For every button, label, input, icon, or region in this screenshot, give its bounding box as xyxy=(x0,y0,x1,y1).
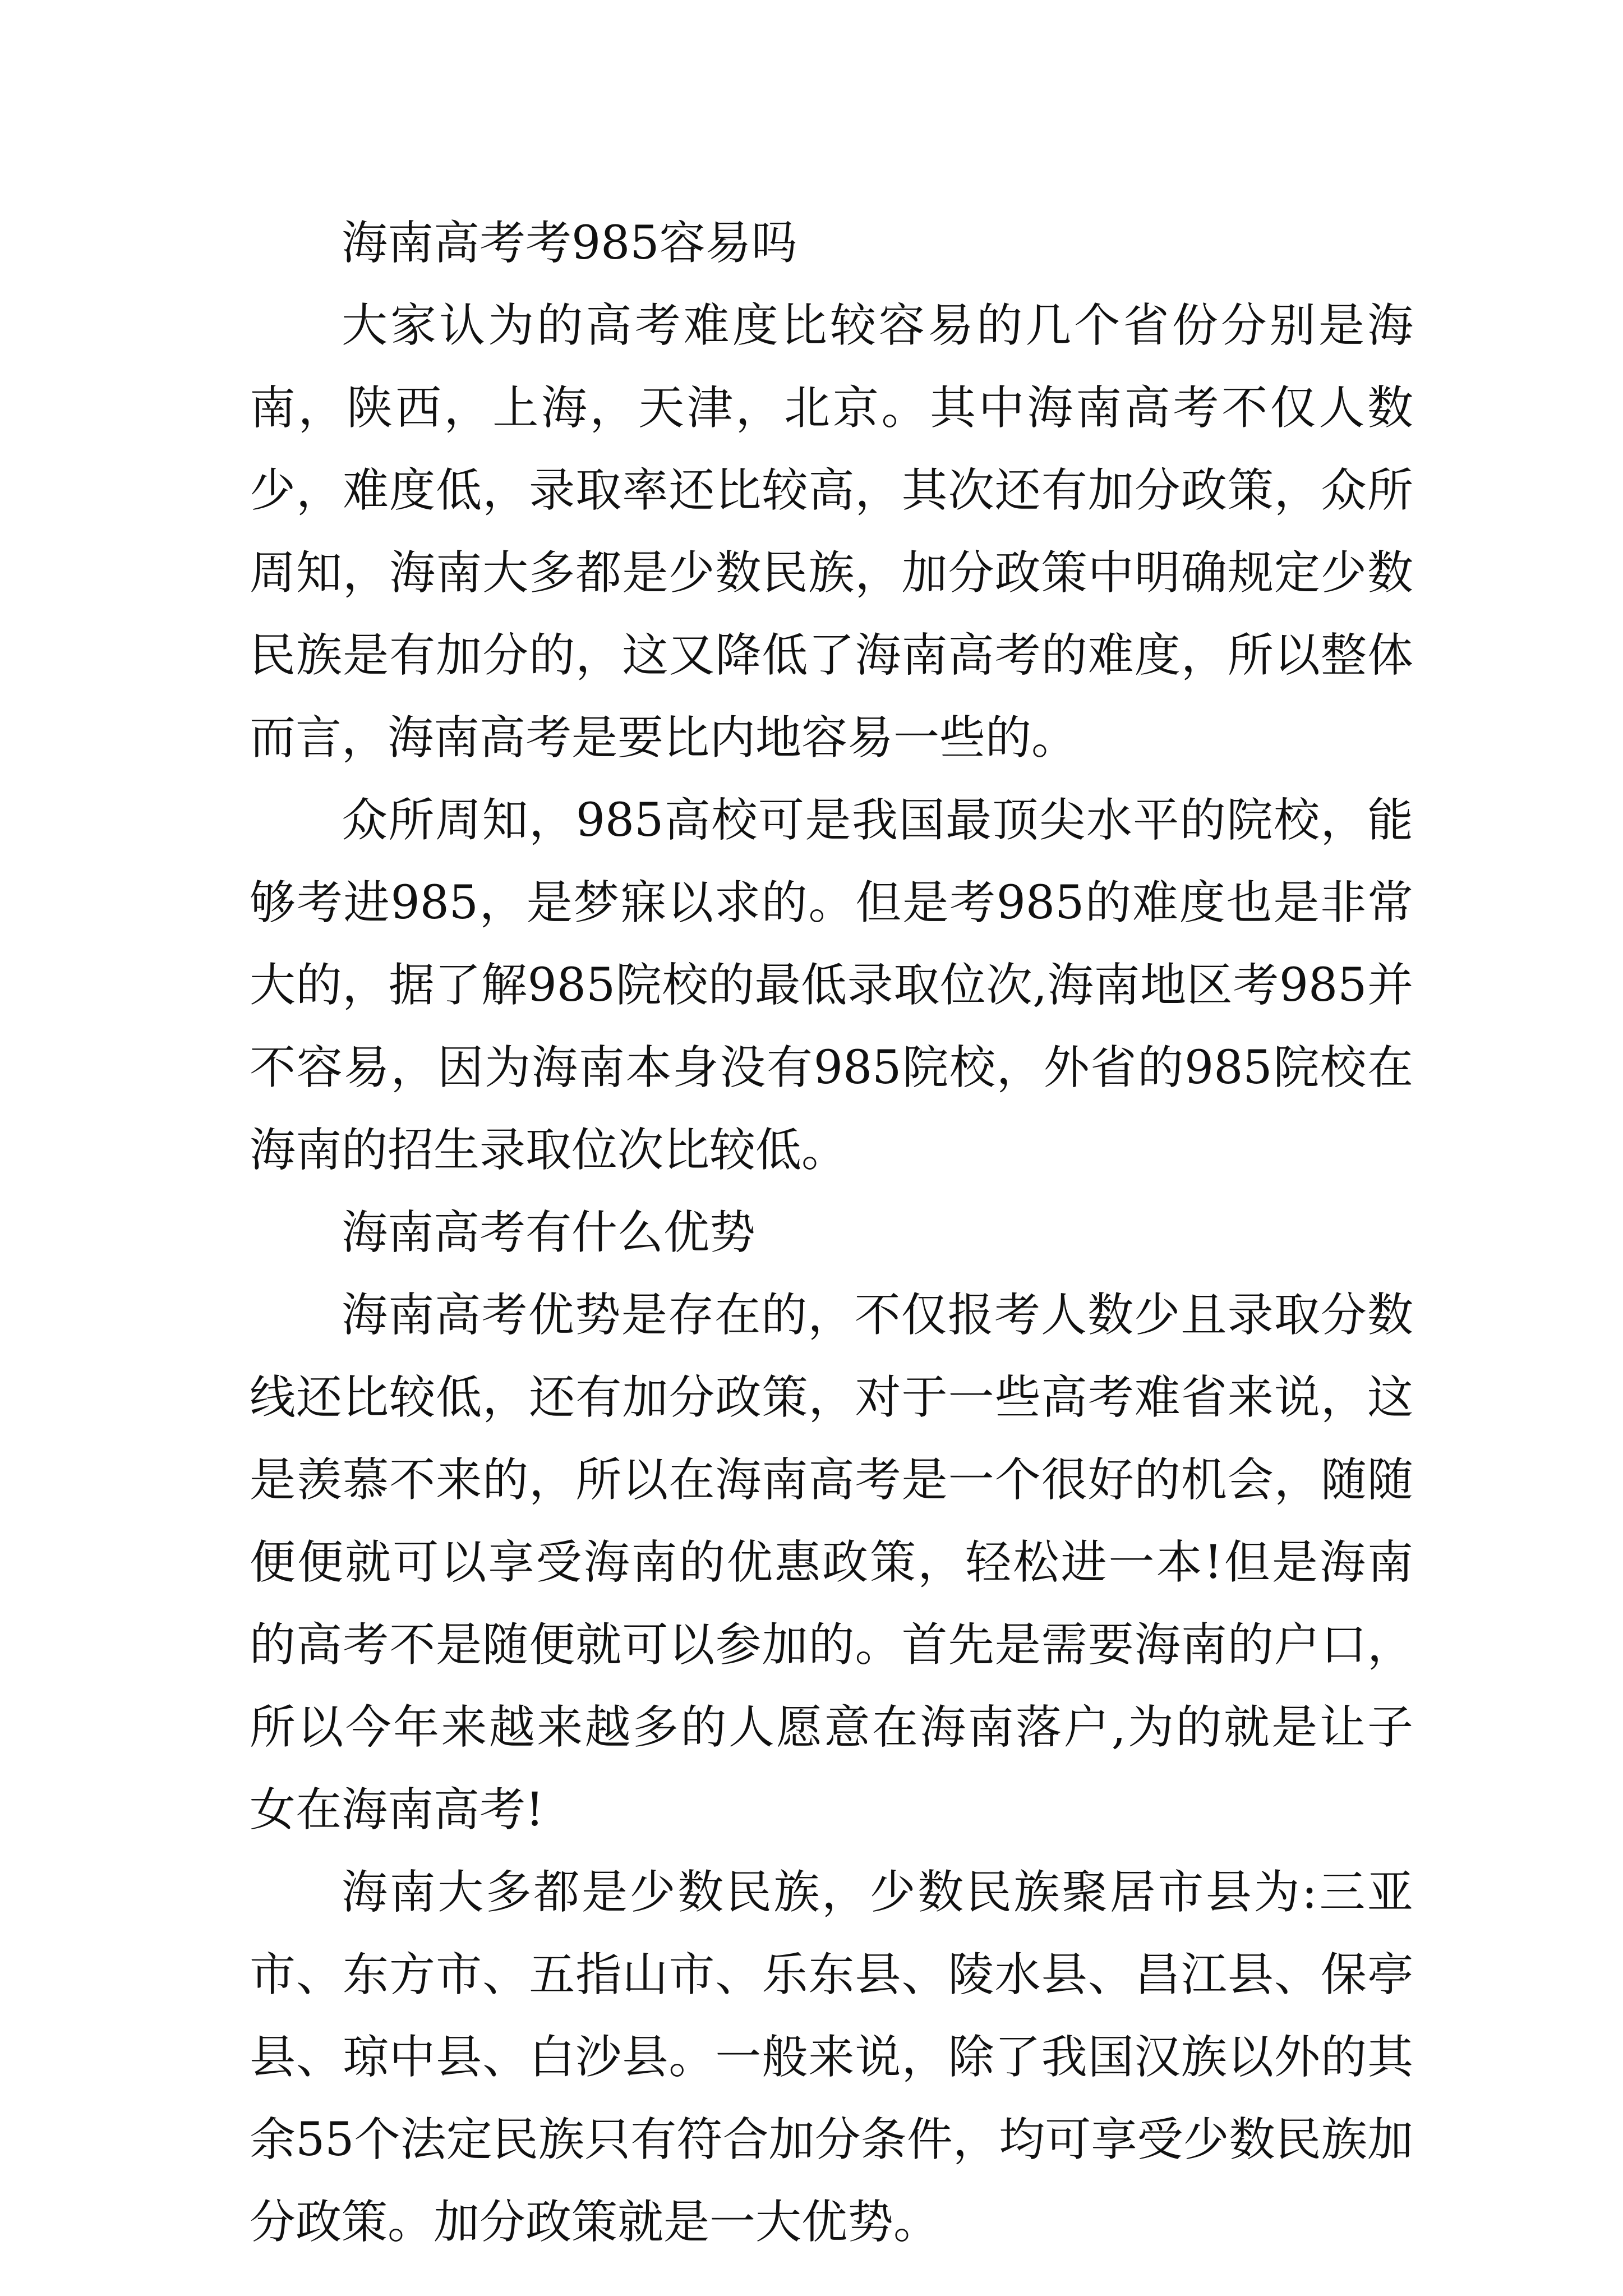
paragraph: 大家认为的高考难度比较容易的几个省份分别是海南，陕西，上海，天津，北京。其中海南高考不仅人数少，难度低，录取率还比较高，其次还有加分政策，众所周知，海南大多都是少数民族，加分政策中明确规定少数民族是有加分的，这又降低了海南高考的难度，所以整体而言，海南高考是要比内地容易一些的。 xyxy=(250,299,1413,765)
paragraph: 海南大多都是少数民族，少数民族聚居市县为:三亚市、东方市、五指山市、乐东县、陵水县、昌江县、保亭县、琼中县、白沙县。一般来说，除了我国汉族以外的其余55个法定民族只有符合加分条件，均可享受少数民族加分政策。加分政策就是一大优势。 xyxy=(250,1866,1413,2249)
paragraph: 海南高考优势是存在的，不仅报考人数少且录取分数线还比较低，还有加分政策，对于一些高考难省来说，这是羡慕不来的，所以在海南高考是一个很好的机会，随随便便就可以享受海南的优惠政策，轻松进一本!但是海南的高考不是随便就可以参加的。首先是需要海南的户口，所以今年来越来越多的人愿意在海南落户,为的就是让子女在海南高考! xyxy=(250,1289,1413,1837)
document-title: 海南高考考985容易吗 xyxy=(342,217,797,270)
paragraph: 众所周知，985高校可是我国最顶尖水平的院校，能够考进985，是梦寐以求的。但是考985的难度也是非常大的，据了解985院校的最低录取位次,海南地区考985并不容易，因为海南本身没有985院校，外省的985院校在海南的招生录取位次比较低。 xyxy=(250,794,1413,1177)
document-body xyxy=(250,202,1413,2263)
section-heading: 海南高考有什么优势 xyxy=(342,1206,756,1259)
